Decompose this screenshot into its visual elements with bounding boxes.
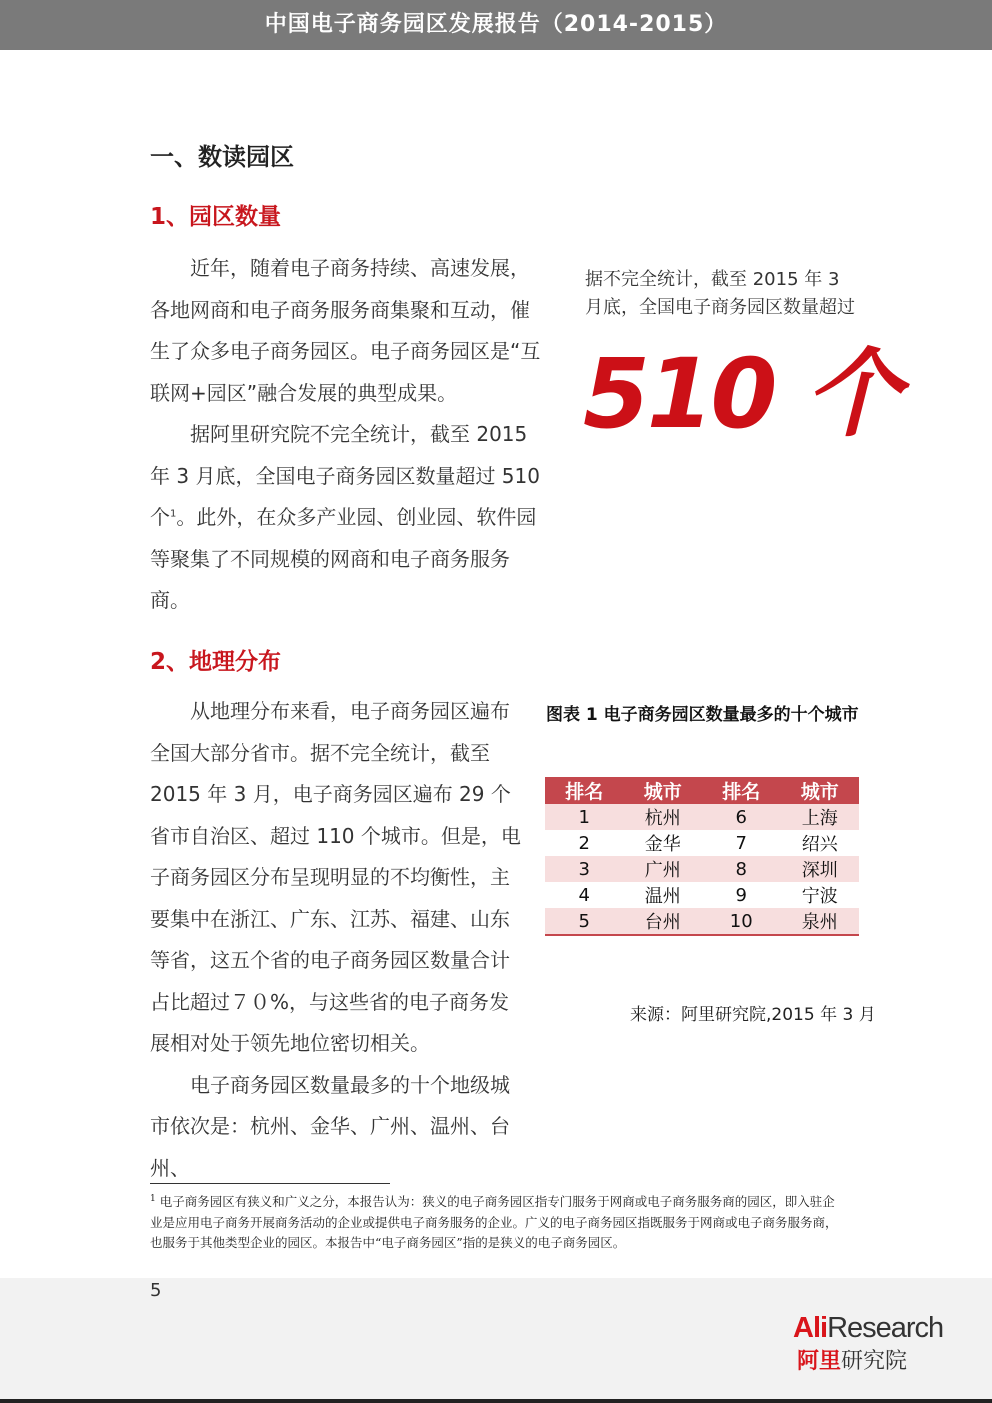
subsection-title-geo: 2、地理分布 [150,649,282,675]
paragraph-geo-2: 电子商务园区数量最多的十个地级城市依次是：杭州、金华、广州、温州、台州、 [150,1072,510,1180]
city-cell: 绍兴 [781,830,860,856]
header-city-1: 城市 [624,777,703,804]
rank-cell: 9 [702,882,781,908]
bottom-divider [0,1399,992,1403]
city-cell: 杭州 [624,804,703,830]
callout-big-number: 510 个 [583,338,898,450]
footnote-text: 电子商务园区有狭义和广义之分，本报告认为：狭义的电子商务园区指专门服务于网商或电子商务服务商的园区，即入驻企业是应用电子商务开展商务活动的企业或提供电子商务服务的企业。广义的电子商务园区指既服务于网商或电子商务服务商，也服务于其他类型企业的园区。本报告中“电子商务园区”指的是狭义的电子商务园区。 [150,1194,838,1250]
aliresearch-logo-cn [797,1344,907,1375]
rank-cell: 5 [545,908,624,935]
rank-cell: 6 [702,804,781,830]
table-row [545,882,859,908]
city-cell: 温州 [624,882,703,908]
figure-title: 图表 1 电子商务园区数量最多的十个城市 [546,705,859,725]
rank-cell: 8 [702,856,781,882]
paragraph-count-2 [150,414,543,622]
logo-research: Research [827,1312,944,1344]
logo-institute-cn: 研究院 [841,1349,908,1374]
footnote-ref[interactable]: 1 [170,508,177,520]
city-cell: 宁波 [781,882,860,908]
header-rank-2: 排名 [702,777,781,804]
city-cell: 台州 [624,908,703,935]
paragraph-geo [150,691,525,1189]
table-header-row [545,777,859,804]
city-cell: 深圳 [781,856,860,882]
footnote-divider [150,1183,390,1184]
footnote-marker: 1 [150,1193,156,1204]
table-row [545,856,859,882]
figure-source: 来源：阿里研究院,2015 年 3 月 [630,1005,876,1025]
logo-ali-cn: 阿里 [797,1349,842,1374]
rank-cell: 1 [545,804,624,830]
logo-ali: Ali [793,1312,828,1344]
subsection-title-count: 1、园区数量 [150,204,282,230]
table-row [545,830,859,856]
report-header: 中国电子商务园区发展报告（2014-2015） [0,0,992,50]
rank-cell: 10 [702,908,781,935]
city-cell: 上海 [781,804,860,830]
top-cities-table [545,777,859,936]
rank-cell: 7 [702,830,781,856]
rank-cell: 2 [545,830,624,856]
footnote [150,1192,845,1254]
paragraph-geo-1: 从地理分布来看，电子商务园区遍布全国大部分省市。据不完全统计，截至 2015 年 3 月，电子商务园区遍布 29 个省市自治区、超过 110 个城市。但是，电子商务园区分布呈现明显的不均衡性，主要集中在浙江、广东、江苏、福建、山东等省，这五个省的电子商务园区数量合计占比超过７０%，与这些省的电子商务发展相对处于领先地位密切相关。 [150,699,521,1055]
paragraph-count-2-end: 。此外，在众多产业园、创业园、软件园等聚集了不同规模的网商和电子商务服务商。 [150,505,537,612]
paragraph-count [150,248,543,622]
callout-text: 据不完全统计，截至 2015 年 3 月底，全国电子商务园区数量超过 [585,269,855,318]
section-title: 一、数读园区 [150,143,294,171]
paragraph-count-1: 近年，随着电子商务持续、高速发展，各地网商和电子商务服务商集聚和互动，催生了众多电子商务园区。电子商务园区是“互联网+园区”融合发展的典型成果。 [150,256,541,405]
city-cell: 泉州 [781,908,860,935]
aliresearch-logo [793,1312,943,1345]
rank-cell: 4 [545,882,624,908]
table-row [545,804,859,830]
rank-cell: 3 [545,856,624,882]
paragraph-count-2-main: 据阿里研究院不完全统计，截至 2015 年 3 月底，全国电子商务园区数量超过 510 个 [150,422,540,529]
table-row [545,908,859,935]
city-cell: 广州 [624,856,703,882]
city-cell: 金华 [624,830,703,856]
header-rank-1: 排名 [545,777,624,804]
page-number: 5 [150,1280,162,1301]
header-city-2: 城市 [781,777,860,804]
